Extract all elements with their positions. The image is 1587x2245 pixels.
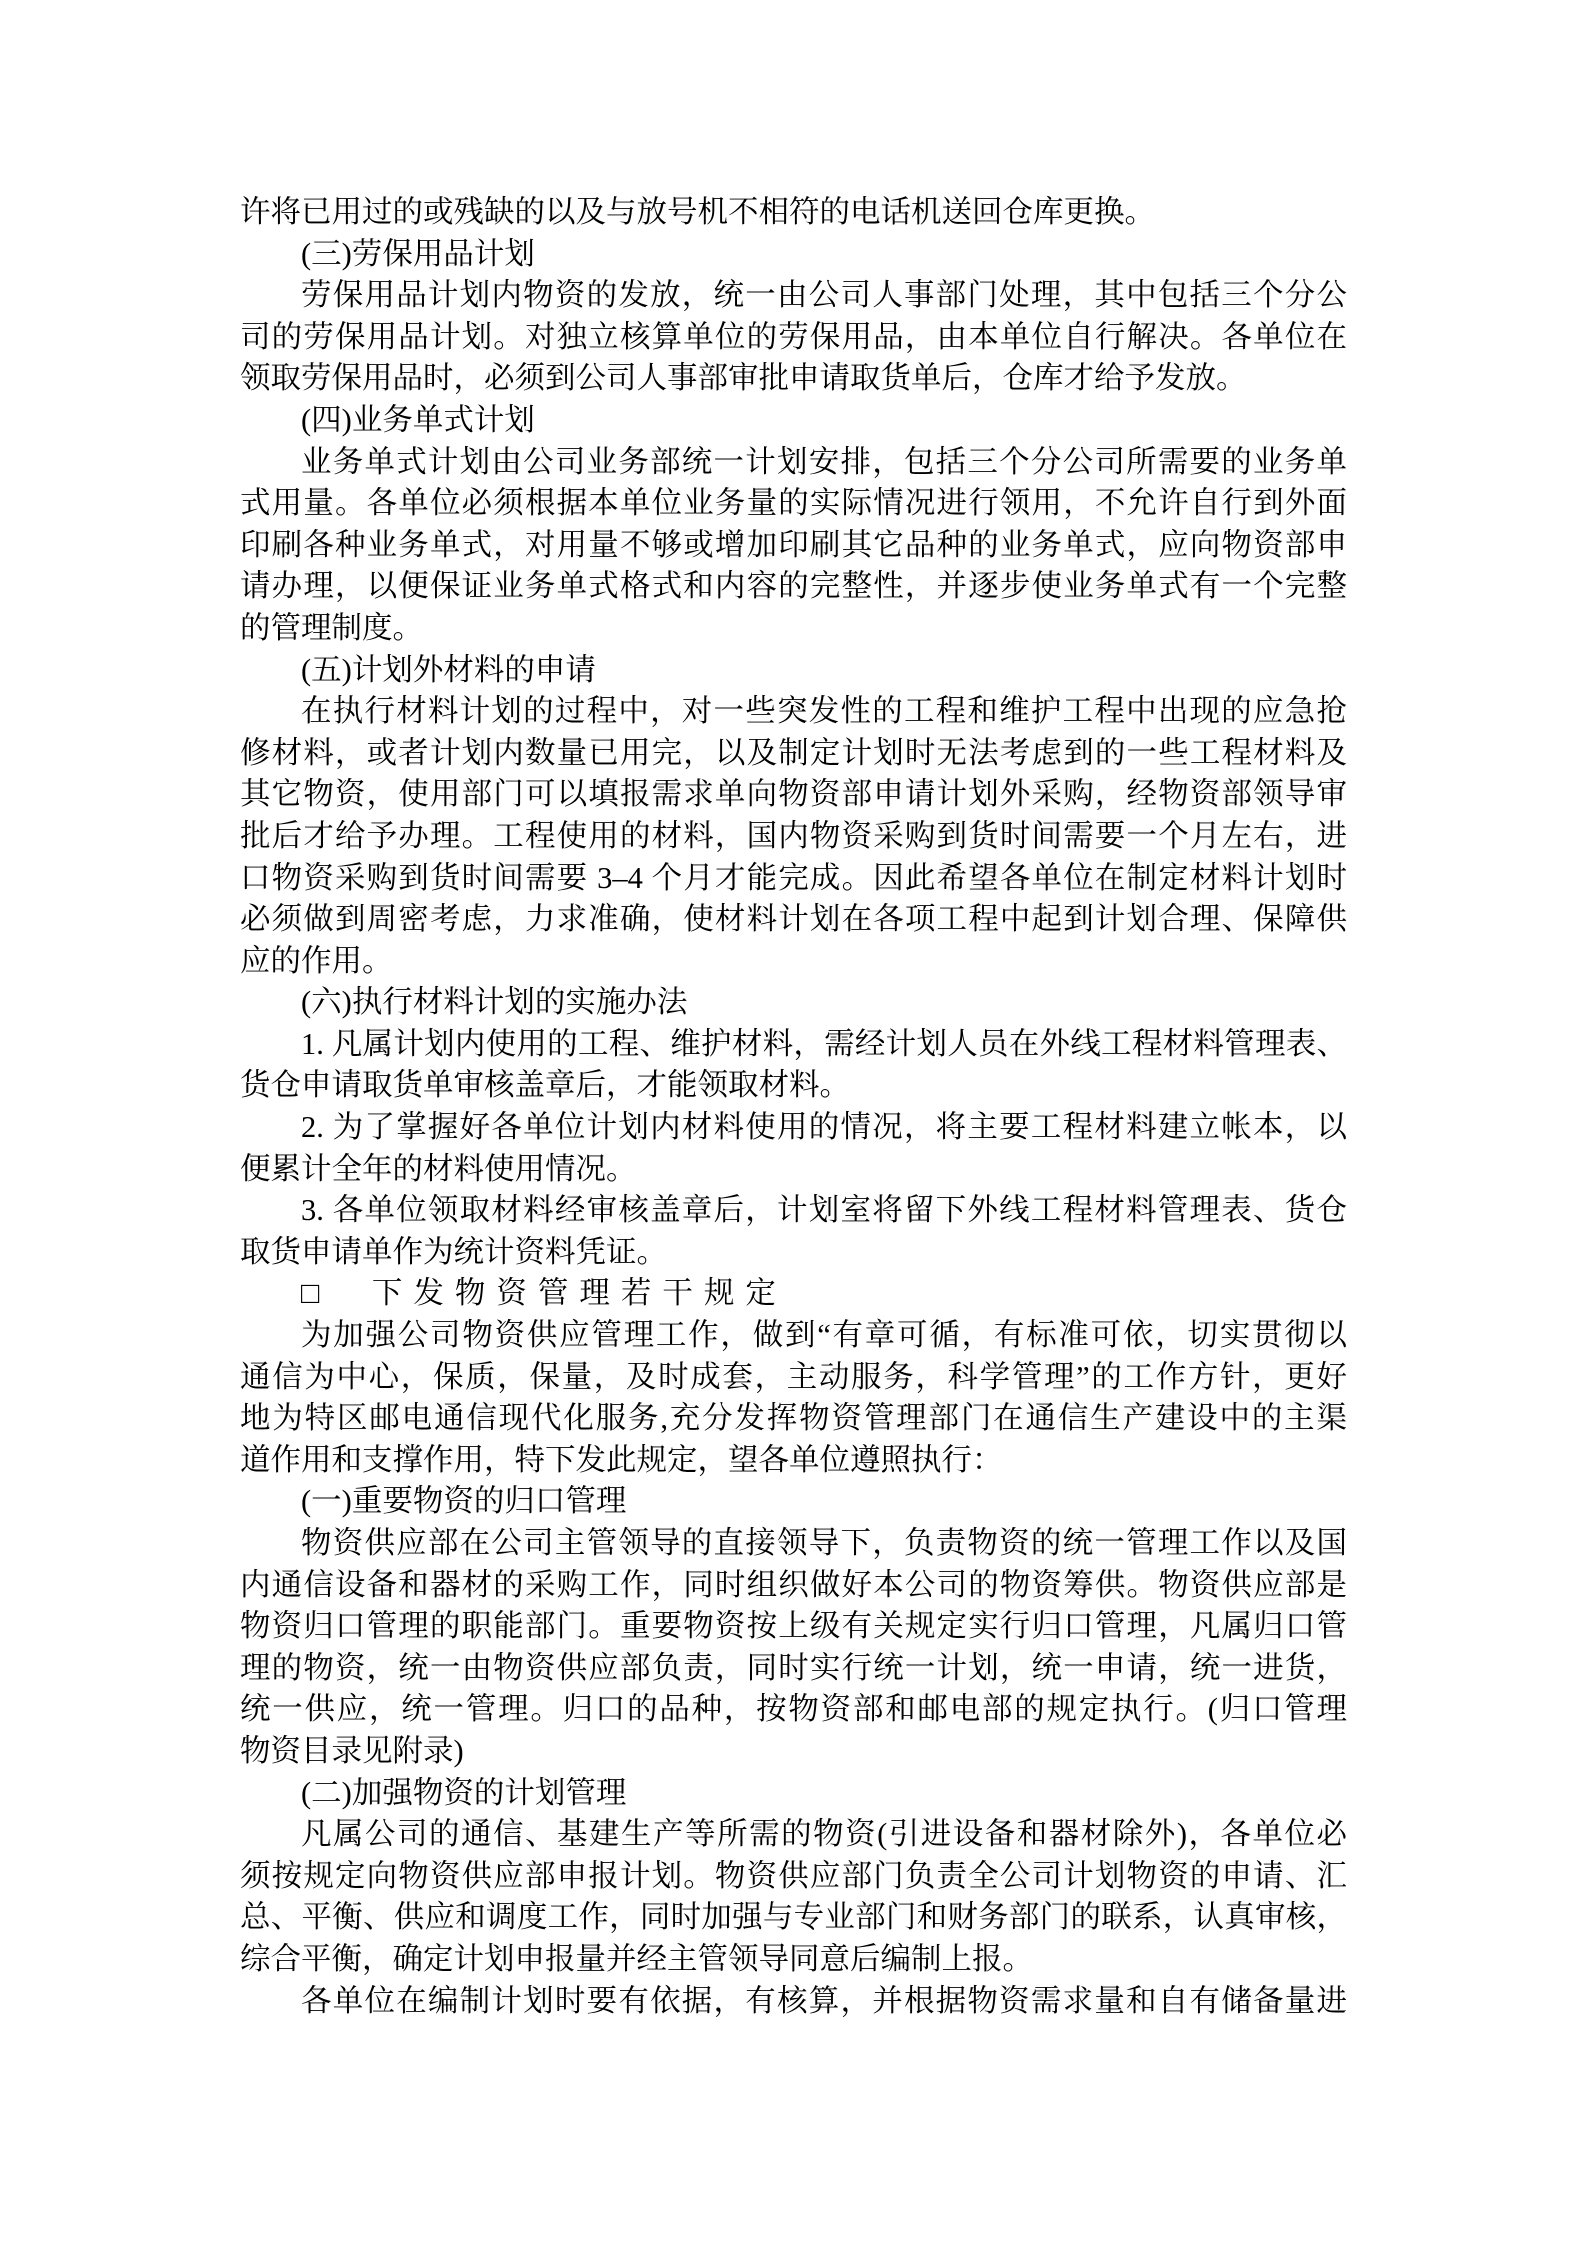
text-line: (一)重要物资的归口管理 [301,1484,627,1519]
text-line: 货仓申请取货单审核盖章后，才能领取材料。 [240,1068,850,1103]
text-line: 口物资采购到货时间需要 3–4 个月才能完成。因此希望各单位在制定材料计划时 [240,860,1347,895]
text-line: 印刷各种业务单式，对用量不够或增加印刷其它品种的业务单式，应向物资部申 [240,527,1347,562]
text-line: 必须做到周密考虑，力求准确，使材料计划在各项工程中起到计划合理、保障供 [240,902,1347,937]
text-line: 凡属公司的通信、基建生产等所需的物资(引进设备和器材除外)，各单位必 [301,1817,1347,1852]
text-line: 业务单式计划由公司业务部统一计划安排，包括三个分公司所需要的业务单 [301,444,1347,479]
text-line: 1. 凡属计划内使用的工程、维护材料，需经计划人员在外线工程材料管理表、 [301,1026,1347,1061]
text-line: 须按规定向物资供应部申报计划。物资供应部门负责全公司计划物资的申请、汇 [240,1858,1347,1893]
text-line: 物资目录见附录) [240,1733,464,1768]
text-line: 式用量。各单位必须根据本单位业务量的实际情况进行领用，不允许自行到外面 [240,486,1347,521]
text-line: 应的作用。 [240,943,393,978]
text-line: 地为特区邮电通信现代化服务,充分发挥物资管理部门在通信生产建设中的主渠 [240,1401,1347,1436]
text-line: (五)计划外材料的申请 [301,652,596,687]
text-line: 修材料，或者计划内数量已用完，以及制定计划时无法考虑到的一些工程材料及 [240,735,1347,770]
text-line: 总、平衡、供应和调度工作，同时加强与专业部门和财务部门的联系，认真审核， [240,1900,1347,1935]
text-line: 道作用和支撑作用，特下发此规定，望各单位遵照执行： [240,1442,1003,1477]
text-line: (四)业务单式计划 [301,402,535,437]
text-line: (二)加强物资的计划管理 [301,1775,627,1810]
text-line: 领取劳保用品时，必须到公司人事部审批申请取货单后，仓库才给予发放。 [240,361,1247,396]
document-text-block [240,192,1347,2022]
text-line: 便累计全年的材料使用情况。 [240,1151,637,1186]
text-line: 物资供应部在公司主管领导的直接领导下，负责物资的统一管理工作以及国 [301,1526,1347,1560]
text-line: 为加强公司物资供应管理工作，做到“有章可循，有标准可依，切实贯彻以 [301,1318,1347,1353]
text-line: (三)劳保用品计划 [301,236,535,271]
text-line: 取货申请单作为统计资料凭证。 [240,1234,667,1269]
text-line: 的管理制度。 [240,610,423,645]
text-line: (六)执行材料计划的实施办法 [301,985,688,1020]
text-line: 统一供应，统一管理。归口的品种，按物资部和邮电部的规定执行。(归口管理 [240,1692,1347,1727]
text-line: 在执行材料计划的过程中，对一些突发性的工程和维护工程中出现的应急抢 [301,694,1347,729]
text-line: 其它物资，使用部门可以填报需求单向物资部申请计划外采购，经物资部领导审 [240,777,1347,812]
text-line: 批后才给予办理。工程使用的材料，国内物资采购到货时间需要一个月左右，进 [240,818,1347,853]
text-line: 内通信设备和器材的采购工作，同时组织做好本公司的物资筹供。物资供应部是 [240,1567,1347,1602]
text-line: 许将已用过的或残缺的以及与放号机不相符的电话机送回仓库更换。 [240,195,1155,229]
text-line: 请办理，以便保证业务单式格式和内容的完整性，并逐步使业务单式有一个完整 [240,569,1347,604]
text-line: 物资归口管理的职能部门。重要物资按上级有关规定实行归口管理，凡属归口管 [240,1609,1347,1644]
text-line: 3. 各单位领取材料经审核盖章后，计划室将留下外线工程材料管理表、货仓 [301,1193,1347,1228]
text-line: 司的劳保用品计划。对独立核算单位的劳保用品，由本单位自行解决。各单位在 [240,319,1347,354]
text-line: 综合平衡，确定计划申报量并经主管领导同意后编制上报。 [240,1941,1033,1976]
text-line: 劳保用品计划内物资的发放，统一由公司人事部门处理，其中包括三个分公 [301,278,1347,313]
section-heading-line: □ 下发物资管理若干规定 [301,1276,787,1311]
text-line: 理的物资，统一由物资供应部负责，同时实行统一计划，统一申请，统一进货， [240,1650,1347,1685]
text-line: 各单位在编制计划时要有依据，有核算，并根据物资需求量和自有储备量进 [301,1983,1347,2018]
text-line: 2. 为了掌握好各单位计划内材料使用的情况，将主要工程材料建立帐本，以 [301,1110,1347,1145]
text-line: 通信为中心，保质，保量，及时成套，主动服务，科学管理”的工作方针，更好 [240,1359,1347,1394]
